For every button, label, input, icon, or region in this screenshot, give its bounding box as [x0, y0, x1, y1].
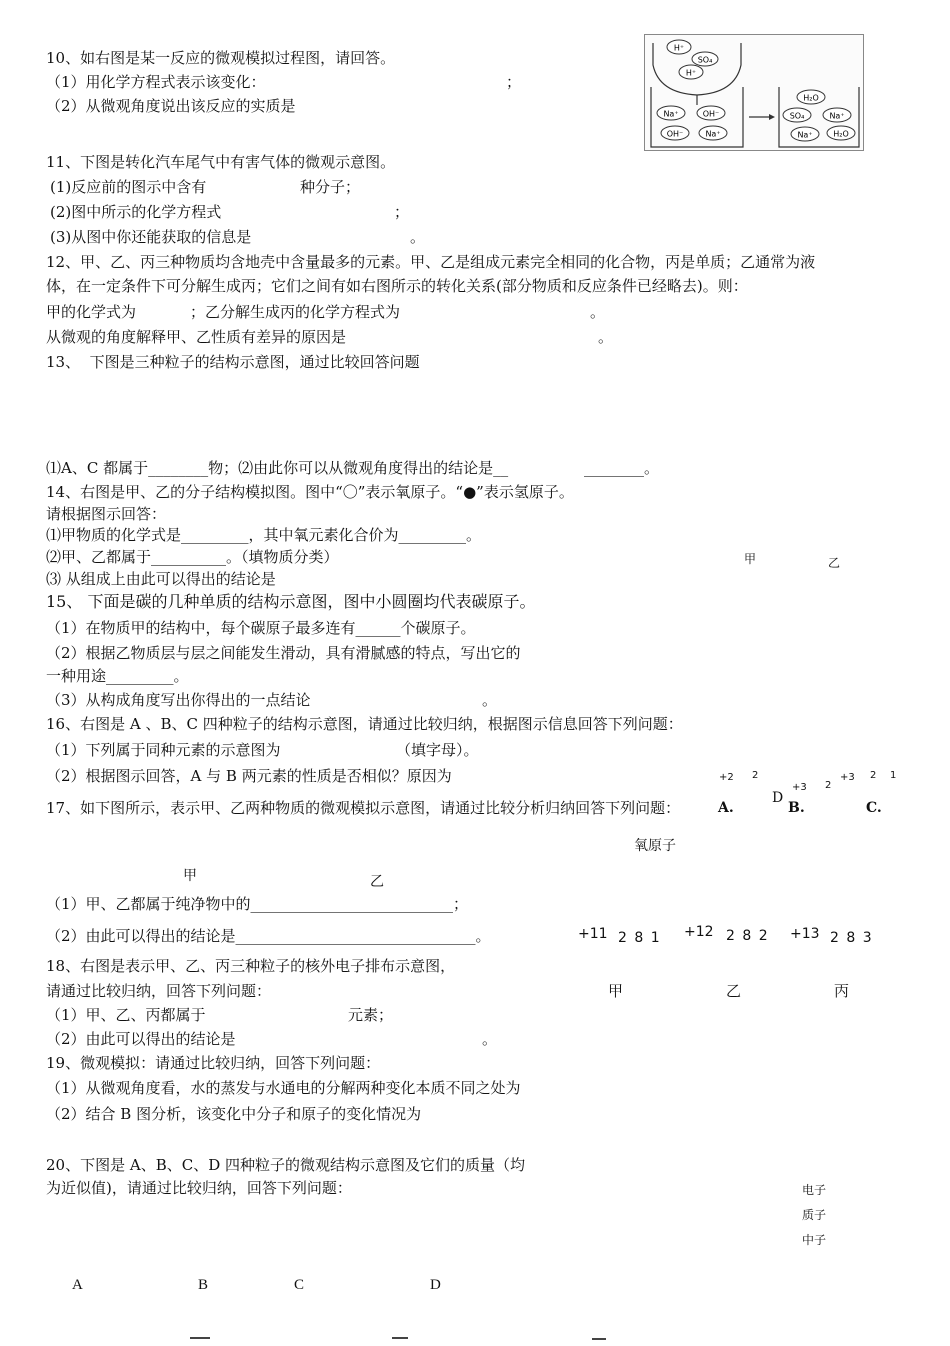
ion-label: Na⁺	[663, 109, 679, 119]
q18-label-yi: 乙	[726, 982, 742, 1000]
q18-part1: （1）甲、乙、丙都属于	[46, 1006, 206, 1024]
q15-part2b: 一种用途_________。	[46, 667, 189, 685]
ion-label: Na⁺	[797, 130, 813, 140]
q14-part1: ⑴甲物质的化学式是_________，其中氧元素化合价为_________。	[46, 526, 482, 544]
q11-part3-tail: 。	[410, 228, 426, 246]
q20-legend-electron: 电子	[802, 1183, 827, 1197]
q11-part2-tail: ；	[394, 203, 410, 221]
q11-title: 11、下图是转化汽车尾气中有害气体的微观示意图。	[46, 153, 396, 171]
q18-line2: 请通过比较归纳，回答下列问题：	[46, 982, 272, 1000]
q20-label-d: D	[430, 1277, 441, 1293]
q16-c-electrons-2: 1	[890, 770, 897, 781]
q19-part1: （1）从微观角度看，水的蒸发与水通电的分解两种变化本质不同之处为	[46, 1079, 521, 1097]
q17-figure-jia: 甲	[183, 868, 197, 884]
q14-part2: ⑵甲、乙都属于__________。（填物质分类）	[46, 548, 339, 566]
q14-title: 14、右图是甲、乙的分子结构模拟图。图中“〇”表示氧原子。“●”表示氢原子。	[46, 483, 574, 501]
q17-part1: （1）甲、乙都属于纯净物中的___________________________；	[46, 895, 469, 913]
q16-part1: （1）下列属于同种元素的示意图为	[46, 741, 281, 759]
q15-title: 15、 下面是碳的几种单质的结构示意图，图中小圆圈均代表碳原子。	[46, 592, 536, 611]
ion-label: SO₄	[697, 55, 713, 65]
q20-label-b: B	[198, 1277, 209, 1293]
q13-part1: ⑴A、C 都属于________物；⑵由此你可以从微观角度得出的结论是__	[46, 459, 509, 477]
q17-title: 17、如下图所示，表示甲、乙两种物质的微观模拟示意图，请通过比较分析归纳回答下列问题：	[46, 799, 681, 817]
q17-figure-yi: 乙	[370, 874, 384, 890]
q16-label-b: B.	[788, 800, 805, 816]
q16-b-electrons: 2	[825, 780, 832, 791]
q20-figure-fragment-b	[392, 1337, 408, 1346]
q18-part2: （2）由此可以得出的结论是	[46, 1030, 236, 1048]
q10-part1-end: ；	[506, 73, 522, 91]
q16-a-nucleus: +2	[719, 772, 734, 783]
q18-label-bing: 丙	[834, 982, 850, 1000]
q16-c-electrons-1: 2	[870, 770, 877, 781]
q20-line1: 20、下图是 A、B、C、D 四种粒子的微观结构示意图及它们的质量（均	[46, 1156, 525, 1174]
q16-a-electrons: 2	[752, 770, 759, 781]
q18-atom-bing-shells: 2 8 3	[830, 930, 872, 946]
q18-title: 18、右图是表示甲、乙、丙三种粒子的核外电子排布示意图，	[46, 957, 456, 975]
q11-part3: (3)从图中你还能获取的信息是	[50, 228, 252, 246]
q16-part1-tail: （填字母）。	[396, 741, 479, 759]
ion-label: H⁺	[685, 68, 697, 78]
q10-reaction-svg	[645, 35, 863, 150]
q20-legend-neutron: 中子	[802, 1233, 827, 1247]
ion-label: SO₄	[789, 111, 805, 121]
q11-part1-tail: 种分子；	[300, 178, 361, 196]
q15-part1: （1）在物质甲的结构中，每个碳原子最多连有______个碳原子。	[46, 619, 476, 637]
q12-line4b: 。	[598, 328, 614, 346]
q16-label-c: C.	[866, 800, 882, 816]
q18-atom-jia-nucleus: +11	[578, 926, 608, 942]
q12-line2: 体，在一定条件下可分解生成丙；它们之间有如右图所示的转化关系(部分物质和反应条件已经略去)。则：	[46, 277, 748, 295]
q13-part1-tail: ________。	[584, 459, 660, 477]
q12-line3a: 甲的化学式为	[46, 303, 137, 321]
ion-label: H₂O	[803, 93, 819, 103]
q16-label-d: D	[772, 790, 784, 806]
q16-part2: （2）根据图示回答，A 与 B 两元素的性质是否相似？原因为	[46, 767, 452, 785]
ion-label: Na⁺	[829, 111, 845, 121]
ion-label: OH⁻	[666, 129, 684, 139]
q14-figure-jia: 甲	[744, 552, 757, 566]
q18-atom-jia-shells: 2 8 1	[618, 930, 660, 946]
q19-title: 19、微观模拟：请通过比较归纳，回答下列问题：	[46, 1054, 381, 1072]
q17-part2: （2）由此可以得出的结论是________________________________。	[46, 927, 491, 945]
q16-label-a: A.	[718, 800, 734, 816]
q12-line4a: 从微观的角度解释甲、乙性质有差异的原因是	[46, 328, 347, 346]
q12-line1: 12、甲、乙、丙三种物质均含地壳中含量最多的元素。甲、乙是组成元素完全相同的化合物，丙是单质；乙通常为液	[46, 253, 816, 271]
q16-b-nucleus: +3	[792, 782, 807, 793]
q10-title: 10、如右图是某一反应的微观模拟过程图，请回答。	[46, 49, 396, 67]
q20-line2: 为近似值)，请通过比较归纳，回答下列问题：	[46, 1179, 352, 1197]
q11-part1: (1)反应前的图示中含有	[50, 178, 207, 196]
q15-part3: （3）从构成角度写出你得出的一点结论	[46, 691, 311, 709]
q14-part3: ⑶ 从组成上由此可以得出的结论是	[46, 570, 276, 588]
q17-legend-oxygen: 氧原子	[634, 838, 676, 854]
q18-atom-yi-shells: 2 8 2	[726, 928, 768, 944]
q16-title: 16、右图是 A 、B、C 四种粒子的结构示意图，请通过比较归纳，根据图示信息回答下列问题：	[46, 715, 683, 733]
q18-part1-tail: 元素；	[348, 1006, 394, 1024]
q10-part1: （1）用化学方程式表示该变化：	[46, 73, 266, 91]
q20-figure-fragment-a	[190, 1337, 210, 1346]
q16-c-nucleus: +3	[840, 772, 855, 783]
q12-line3c: 。	[590, 303, 606, 321]
q11-part2: (2)图中所示的化学方程式	[50, 203, 222, 221]
q20-figure-fragment-c	[592, 1338, 606, 1346]
q20-label-a: A	[72, 1277, 83, 1293]
q18-atom-bing-nucleus: +13	[790, 926, 820, 942]
q18-atom-yi-nucleus: +12	[684, 924, 714, 940]
q19-part2: （2）结合 B 图分析，该变化中分子和原子的变化情况为	[46, 1105, 422, 1123]
q10-reaction-figure	[644, 34, 864, 151]
q20-legend-proton: 质子	[802, 1208, 827, 1222]
ion-label: OH⁻	[702, 109, 720, 119]
q10-part2: （2）从微观角度说出该反应的实质是	[46, 97, 296, 115]
ion-label: H₂O	[833, 129, 849, 139]
ion-label: Na⁺	[705, 129, 721, 139]
q20-label-c: C	[294, 1277, 305, 1293]
q15-part3-tail: 。	[482, 691, 498, 709]
q18-part2-tail: 。	[482, 1030, 498, 1048]
ion-label: H⁺	[673, 43, 685, 53]
q14-figure-yi: 乙	[828, 556, 841, 570]
q18-label-jia: 甲	[608, 982, 624, 1000]
q13-title: 13、 下图是三种粒子的结构示意图，通过比较回答问题	[46, 353, 420, 371]
q15-part2: （2）根据乙物质层与层之间能发生滑动，具有滑腻感的特点，写出它的	[46, 644, 521, 662]
q14-line2: 请根据图示回答：	[46, 505, 167, 523]
q12-line3b: ；乙分解生成丙的化学方程式为	[190, 303, 401, 321]
